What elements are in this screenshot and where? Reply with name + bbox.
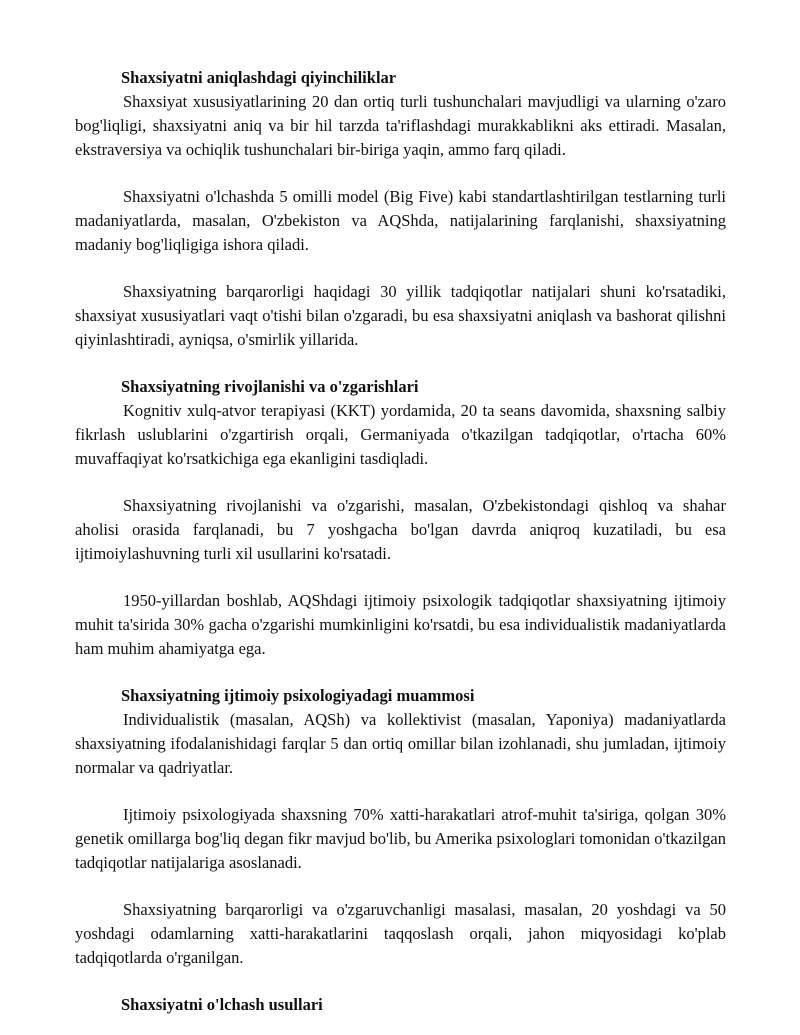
section-measurement-methods xyxy=(75,993,726,1017)
section-social-psychology-problem xyxy=(75,684,726,970)
paragraph: Individualistik (masalan, AQSh) va kollektivist (masalan, Yaponiya) madaniyatlarda shaxsiyatning ifodalanishidagi farqlar 5 dan ortiq omillar bilan izohlanadi, shu jumladan, ijtimoiy normalar va qadriyatlar. xyxy=(75,710,726,777)
section-heading: Shaxsiyatni o'lchash usullari xyxy=(121,995,323,1014)
paragraph: 1950-yillardan boshlab, AQShdagi ijtimoiy psixologik tadqiqotlar shaxsiyatning ijtimoiy muhit ta'sirida 30% gacha o'zgarishi mumkinligini ko'rsatdi, bu esa individualistik madaniyatlarda ham muhim ahamiyatga ega. xyxy=(75,591,726,658)
document-body xyxy=(75,66,726,1017)
section-heading: Shaxsiyatning ijtimoiy psixologiyadagi muammosi xyxy=(121,686,475,705)
section-heading: Shaxsiyatni aniqlashdagi qiyinchiliklar xyxy=(121,68,397,87)
paragraph: Shaxsiyatni o'lchashda 5 omilli model (Big Five) kabi standartlashtirilgan testlarning turli madaniyatlarda, masalan, O'zbekiston va AQShda, natijalarining farqlanishi, shaxsiyatning madaniy bog'liqligiga ishora qiladi. xyxy=(75,187,726,254)
paragraph: Kognitiv xulq-atvor terapiyasi (KKT) yordamida, 20 ta seans davomida, shaxsning salbiy fikrlash uslublarini o'zgartirish orqali, Germaniyada o'tkazilgan tadqiqotlar, o'rtacha 60% muvaffaqiyat ko'rsatkichiga ega ekanligini tasdiqladi. xyxy=(75,401,726,468)
paragraph: Ijtimoiy psixologiyada shaxsning 70% xatti-harakatlari atrof-muhit ta'siriga, qolgan 30% genetik omillarga bog'liq degan fikr mavjud bo'lib, bu Amerika psixologlari tomonidan o'tkazilgan tadqiqotlar natijalariga asoslanadi. xyxy=(75,805,726,872)
paragraph: Shaxsiyat xususiyatlarining 20 dan ortiq turli tushunchalari mavjudligi va ularning o'zaro bog'liqligi, shaxsiyatni aniq va bir hil tarzda ta'riflashdagi murakkablikni aks ettiradi. Masalan, ekstraversiya va ochiqlik tushunchalari bir-biriga yaqin, ammo farq qiladi. xyxy=(75,92,726,159)
paragraph: Shaxsiyatning rivojlanishi va o'zgarishi, masalan, O'zbekistondagi qishloq va shahar aholisi orasida farqlanadi, bu 7 yoshgacha bo'lgan davrda aniqroq kuzatiladi, bu esa ijtimoiylashuvning turli xil usullarini ko'rsatadi. xyxy=(75,496,726,563)
section-identification-difficulties xyxy=(75,66,726,352)
section-development-and-changes xyxy=(75,375,726,661)
section-heading: Shaxsiyatning rivojlanishi va o'zgarishlari xyxy=(121,377,419,396)
paragraph: Shaxsiyatning barqarorligi haqidagi 30 yillik tadqiqotlar natijalari shuni ko'rsatadiki, shaxsiyat xususiyatlari vaqt o'tishi bilan o'zgaradi, bu esa shaxsiyatni aniqlash va bashorat qilishni qiyinlashtiradi, ayniqsa, o'smirlik yillarida. xyxy=(75,282,726,349)
paragraph: Shaxsiyatning barqarorligi va o'zgaruvchanligi masalasi, masalan, 20 yoshdagi va 50 yoshdagi odamlarning xatti-harakatlarini taqqoslash orqali, jahon miqyosidagi ko'plab tadqiqotlarda o'rganilgan. xyxy=(75,900,726,967)
